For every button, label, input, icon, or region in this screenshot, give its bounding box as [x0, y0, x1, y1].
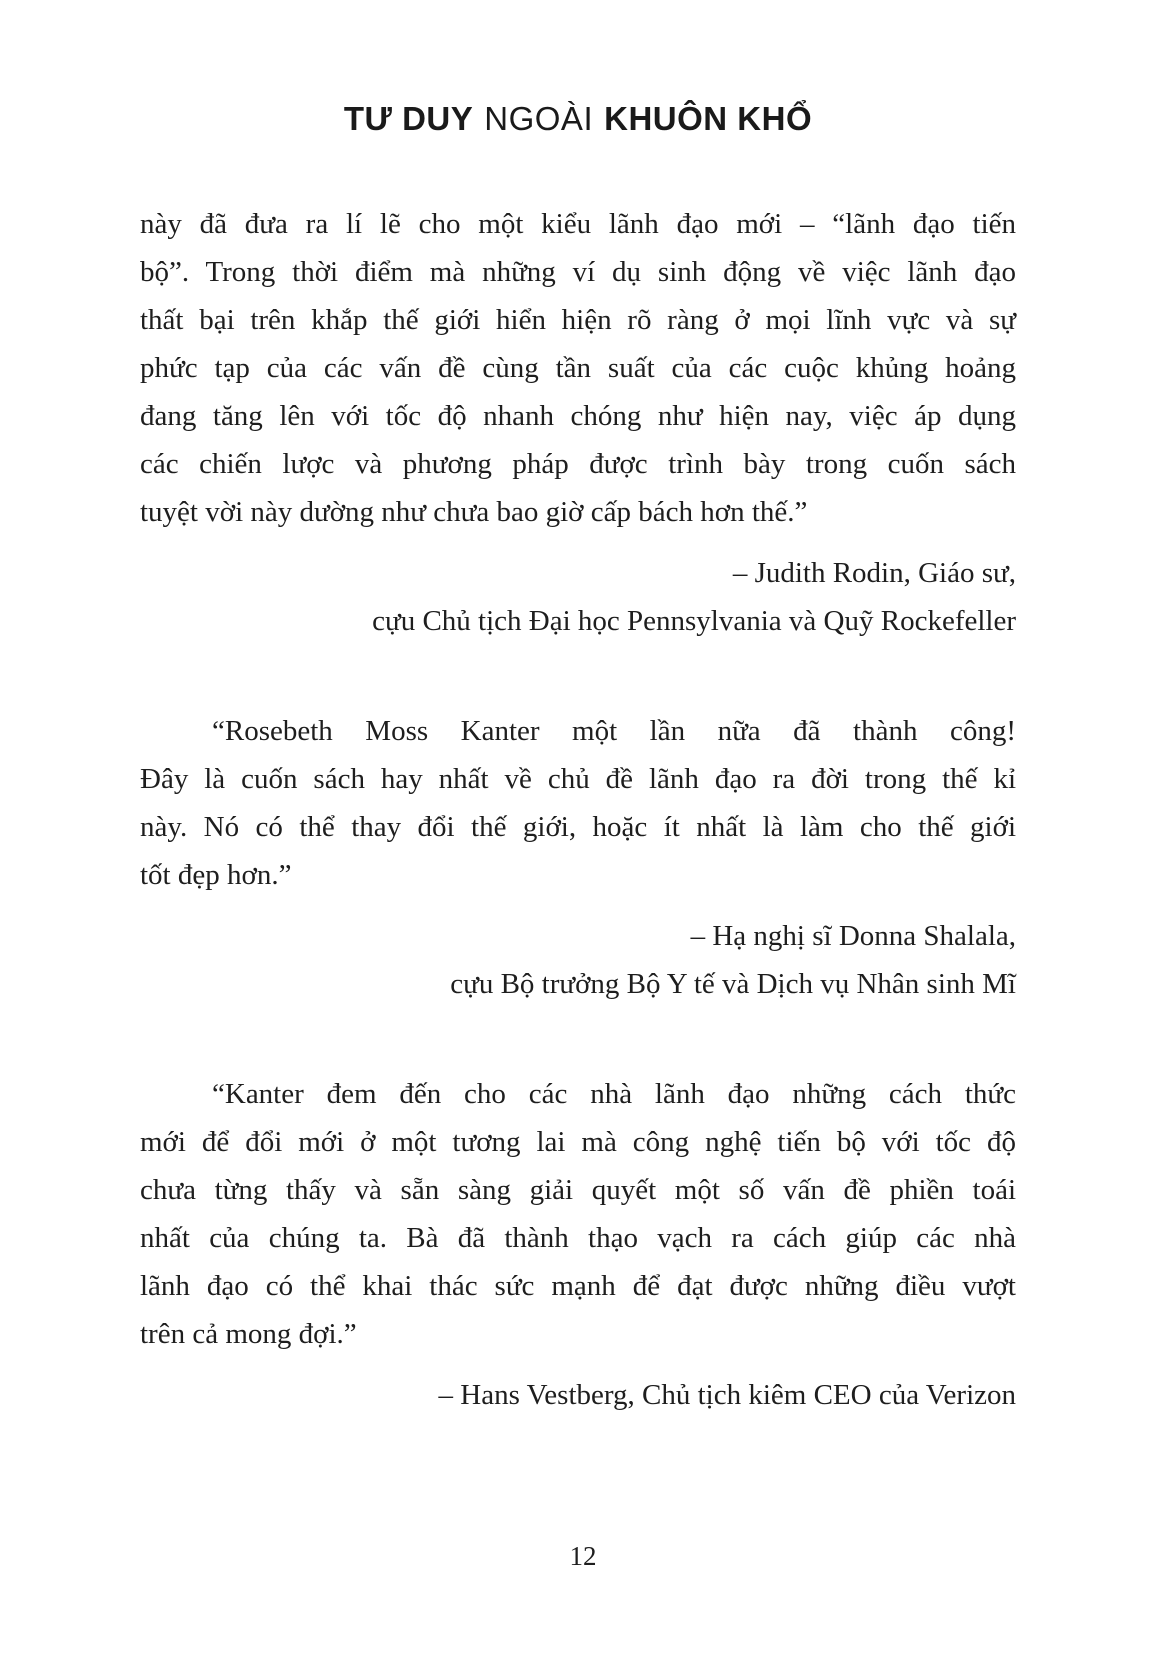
text-line: tốt đẹp hơn.” [140, 859, 292, 891]
text-line: tuyệt vời này dường như chưa bao giờ cấp bách hơn thế.” [140, 496, 808, 528]
quote-paragraph [140, 1070, 1016, 1358]
text-line: chưa từng thấy và sẵn sàng giải quyết một số vấn đề phiền toái [140, 1174, 1016, 1206]
text-line: lãnh đạo có thể khai thác sức mạnh để đạt được những điều vượt [140, 1270, 1016, 1302]
title-part-regular: NGOÀI [484, 100, 594, 137]
content-blocks [140, 200, 1016, 1419]
attribution [140, 1371, 1016, 1419]
text-line: “Rosebeth Moss Kanter một lần nữa đã thành công! [212, 715, 1016, 747]
text-line: cựu Chủ tịch Đại học Pennsylvania và Quỹ Rockefeller [372, 605, 1016, 637]
book-title [140, 100, 1016, 138]
text-line: “Kanter đem đến cho các nhà lãnh đạo những cách thức [212, 1078, 1016, 1110]
text-line: này đã đưa ra lí lẽ cho một kiểu lãnh đạo mới – “lãnh đạo tiến [140, 208, 1016, 240]
page-header [0, 100, 1166, 138]
text-line: nhất của chúng ta. Bà đã thành thạo vạch ra cách giúp các nhà [140, 1222, 1016, 1254]
page-footer [0, 1543, 1166, 1570]
attribution [140, 549, 1016, 645]
attribution [140, 912, 1016, 1008]
text-line: trên cả mong đợi.” [140, 1318, 357, 1350]
quote-paragraph [140, 707, 1016, 899]
text-line: thất bại trên khắp thế giới hiển hiện rõ ràng ở mọi lĩnh vực và sự [140, 304, 1016, 336]
text-line: này. Nó có thể thay đổi thế giới, hoặc ít nhất là làm cho thế giới [140, 811, 1016, 843]
text-line: cựu Bộ trưởng Bộ Y tế và Dịch vụ Nhân sinh Mĩ [450, 968, 1016, 1000]
text-line: các chiến lược và phương pháp được trình bày trong cuốn sách [140, 448, 1016, 480]
text-line: đang tăng lên với tốc độ nhanh chóng như hiện nay, việc áp dụng [140, 400, 1016, 432]
title-part-bold-1: TƯ DUY [343, 100, 474, 137]
quote-paragraph [140, 200, 1016, 536]
text-line: bộ”. Trong thời điểm mà những ví dụ sinh động về việc lãnh đạo [140, 256, 1016, 288]
text-line: – Judith Rodin, Giáo sư, [732, 557, 1016, 589]
text-line: – Hans Vestberg, Chủ tịch kiêm CEO của Verizon [438, 1379, 1016, 1411]
title-part-bold-2: KHUÔN KHỔ [604, 100, 813, 137]
page-number: 12 [569, 1541, 597, 1571]
text-line: – Hạ nghị sĩ Donna Shalala, [690, 920, 1016, 952]
text-line: phức tạp của các vấn đề cùng tần suất của các cuộc khủng hoảng [140, 352, 1016, 384]
text-line: mới để đổi mới ở một tương lai mà công nghệ tiến bộ với tốc độ [140, 1126, 1016, 1158]
text-line: Đây là cuốn sách hay nhất về chủ đề lãnh đạo ra đời trong thế kỉ [140, 763, 1016, 795]
